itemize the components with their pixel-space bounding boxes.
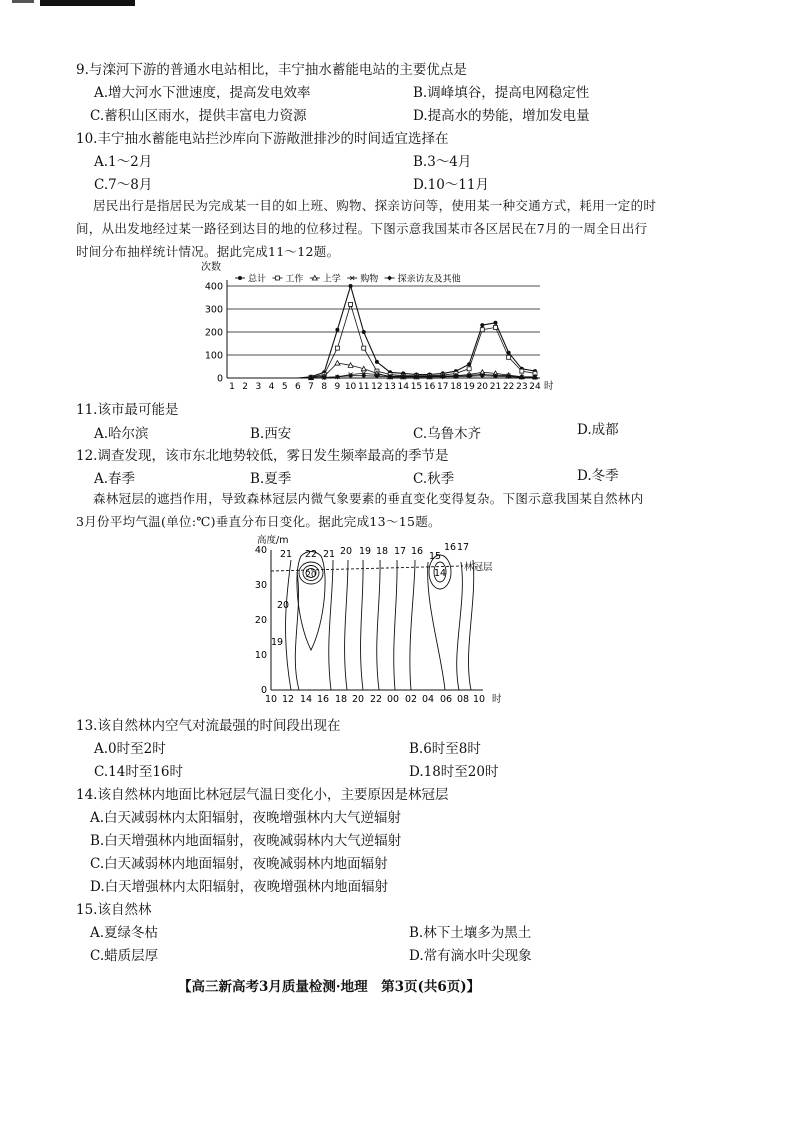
chart-marker xyxy=(349,284,353,288)
contour-xtick: 00 xyxy=(386,694,400,705)
q10-stem: 10.丰宁抽水蓄能电站拦沙库向下游敞泄排沙的时间适宜选择在 xyxy=(76,131,449,147)
q12-option-c: C.秋季 xyxy=(413,471,455,487)
chart-ytick: 400 xyxy=(204,281,223,293)
q13-option-c: C.14时至16时 xyxy=(94,764,183,780)
isotherm-16-line xyxy=(410,560,415,690)
isotherm-label: 20 xyxy=(276,600,290,611)
isotherm-17b-line xyxy=(468,560,473,690)
q9-option-b: B.调峰填谷，提高电网稳定性 xyxy=(413,85,590,101)
isotherm-21-line xyxy=(286,560,291,690)
contour-xtick: 20 xyxy=(351,694,365,705)
contour-xtick: 16 xyxy=(316,694,330,705)
isotherm-label: 21 xyxy=(279,549,293,560)
q14-option-a: A.白天减弱林内太阳辐射，夜晚增强林内大气逆辐射 xyxy=(90,810,402,826)
contour-xtick: 08 xyxy=(456,694,470,705)
contour-xtick: 12 xyxy=(281,694,295,705)
q11-option-b: B.西安 xyxy=(250,426,292,442)
chart-marker xyxy=(480,323,484,327)
chart-marker xyxy=(349,302,353,306)
chart-xtick: 14 xyxy=(397,382,409,392)
chart-xtick: 23 xyxy=(516,382,528,392)
chart-xtick: 21 xyxy=(489,382,502,392)
contour-ylabel: 高度/m xyxy=(257,535,289,546)
intro1-line3: 时间分布抽样统计情况。据此完成11～12题。 xyxy=(76,244,340,259)
q11-option-d: D.成都 xyxy=(577,422,619,438)
q15-stem: 15.该自然林 xyxy=(76,902,152,918)
legend-label: 上学 xyxy=(322,274,341,285)
chart-xtick: 9 xyxy=(334,382,341,392)
contour-xtick: 10 xyxy=(264,694,278,705)
chart-marker xyxy=(348,373,353,378)
q14-option-d: D.白天增强林内太阳辐射，夜晚增强林内地面辐射 xyxy=(90,879,389,895)
isotherm-18-line xyxy=(377,560,380,690)
q15-option-a: A.夏绿冬枯 xyxy=(90,925,159,941)
q10-option-a: A.1～2月 xyxy=(94,154,153,170)
isotherm-20b-line xyxy=(345,560,348,690)
q14-stem: 14.该自然林内地面比林冠层气温日变化小，主要原因是林冠层 xyxy=(76,787,449,803)
contour-xtick: 18 xyxy=(334,694,348,705)
isotherm-label: 22 xyxy=(304,549,318,560)
legend-label: 总计 xyxy=(248,274,267,285)
chart-xtick: 11 xyxy=(358,382,370,392)
isotherm-label: 16 xyxy=(410,546,424,557)
isotherm-label: 20 xyxy=(339,546,353,557)
contour-xtick: 04 xyxy=(421,694,435,705)
isotherm-label: 17 xyxy=(456,542,470,553)
chart-marker xyxy=(238,276,242,280)
chart-ytick: 200 xyxy=(204,327,223,339)
chart-marker xyxy=(507,355,511,359)
isotherm-19-line xyxy=(361,560,364,690)
chart-xtick: 1 xyxy=(229,382,235,392)
contour-ytick: 40 xyxy=(254,545,267,556)
q9-option-c: C.蓄积山区雨水，提供丰富电力资源 xyxy=(90,108,307,124)
chart-marker xyxy=(375,360,379,364)
isotherm-16b-line xyxy=(457,562,463,690)
q15-option-c: C.蜡质层厚 xyxy=(90,948,159,964)
chart-marker xyxy=(493,321,497,325)
chart-marker xyxy=(480,328,484,332)
chart-ytick: 100 xyxy=(204,350,223,362)
contour-ytick: 20 xyxy=(254,615,267,626)
chart-marker xyxy=(467,367,471,371)
q14-option-b: B.白天增强林内地面辐射，夜晚减弱林内大气逆辐射 xyxy=(90,833,402,849)
q15-option-d: D.常有滴水叶尖现象 xyxy=(409,948,532,964)
chart-marker xyxy=(362,346,366,350)
q13-option-d: D.18时至20时 xyxy=(409,764,499,780)
q11-option-c: C.乌鲁木齐 xyxy=(413,426,482,442)
q12-option-a: A.春季 xyxy=(94,471,136,487)
q11-stem: 11.该市最可能是 xyxy=(76,402,179,418)
isotherm-label: 16 xyxy=(443,542,457,553)
contour-xtick: 10 xyxy=(472,694,486,705)
contour-xtick: 06 xyxy=(439,694,453,705)
chart-xtick: 13 xyxy=(384,382,396,392)
contour-xtick: 02 xyxy=(404,694,418,705)
contour-xunit: 时 xyxy=(492,694,502,705)
q11-option-a: A.哈尔滨 xyxy=(94,426,149,442)
q12-option-d: D.冬季 xyxy=(577,468,619,484)
chart-marker xyxy=(362,330,366,334)
intro2-line1: 森林冠层的遮挡作用，导致森林冠层内微气象要素的垂直变化变得复杂。下图示意我国某自然林内 xyxy=(93,491,644,506)
isotherm-label: 20 xyxy=(305,570,317,579)
chart-marker xyxy=(275,276,279,280)
isotherm-17-line xyxy=(394,560,397,690)
legend-label: 购物 xyxy=(360,274,379,285)
legend-label: 工作 xyxy=(285,274,304,285)
q12-option-b: B.夏季 xyxy=(250,471,292,487)
contour-ytick: 30 xyxy=(254,580,267,591)
chart-xtick: 20 xyxy=(476,382,489,392)
q13-option-a: A.0时至2时 xyxy=(94,741,166,757)
intro2-line2: 3月份平均气温(单位:℃)垂直分布日变化。据此完成13～15题。 xyxy=(76,514,441,529)
isotherm-label: 19 xyxy=(270,637,284,648)
chart-marker xyxy=(493,325,497,329)
chart-xtick: 17 xyxy=(437,382,449,392)
q14-option-c: C.白天减弱林内地面辐射，夜晚减弱林内地面辐射 xyxy=(90,856,388,872)
chart-marker xyxy=(520,369,524,373)
q9-stem: 9.与滦河下游的普通水电站相比，丰宁抽水蓄能电站的主要优点是 xyxy=(76,62,467,78)
chart-xtick: 24 xyxy=(529,382,541,392)
isotherm-label: 15 xyxy=(428,551,442,562)
chart-xtick: 6 xyxy=(295,382,301,392)
contour-ytick: 10 xyxy=(254,650,267,661)
chart-xtick: 19 xyxy=(463,382,475,392)
q15-option-b: B.林下土壤多为黑土 xyxy=(409,925,532,941)
chart-xtick: 18 xyxy=(450,382,462,392)
chart-xtick: 2 xyxy=(242,382,249,392)
q13-option-b: B.6时至8时 xyxy=(409,741,481,757)
chart-marker xyxy=(335,361,340,366)
chart-xtick: 12 xyxy=(371,382,383,392)
chart-xtick: 7 xyxy=(308,382,314,392)
isotherm-label: 21 xyxy=(322,549,336,560)
chart-xlabel: 时 xyxy=(544,381,554,392)
isotherm-label: 14 xyxy=(433,568,447,579)
forest-temperature-isotherm-diagram xyxy=(245,532,520,710)
trip-time-line-chart xyxy=(195,258,560,398)
isotherm-label: 18 xyxy=(375,546,389,557)
chart-xtick: 16 xyxy=(423,382,436,392)
intro1-line2: 间，从出发地经过某一路径到达目的地的位移过程。下图示意我国某市各区居民在7月的一周全日出行 xyxy=(76,221,648,236)
page-footer: 【高三新高考3月质量检测·地理 第3页(共6页)】 xyxy=(178,979,481,995)
chart-xtick: 15 xyxy=(410,382,423,392)
legend-label: 探亲访友及其他 xyxy=(397,274,461,285)
chart-xtick: 8 xyxy=(321,382,328,392)
isotherm-line xyxy=(329,560,333,690)
isotherm-label: 17 xyxy=(393,546,407,557)
chart-xtick: 3 xyxy=(255,382,262,392)
chart-ytick: 0 xyxy=(216,373,223,385)
chart-xtick: 4 xyxy=(268,382,275,392)
contour-ytick: 0 xyxy=(260,685,267,696)
scan-mark xyxy=(40,0,135,6)
isotherm-label: 19 xyxy=(358,546,372,557)
intro1-line1: 居民出行是指居民为完成某一目的如上班、购物、探亲访问等，使用某一种交通方式，耗用一定的时 xyxy=(93,198,657,213)
chart-ylabel: 次数 xyxy=(201,262,221,273)
chart-xtick: 10 xyxy=(344,382,357,392)
q10-option-c: C.7～8月 xyxy=(94,177,153,193)
q12-stem: 12.调查发现，该市东北地势较低，雾日发生频率最高的季节是 xyxy=(76,448,449,464)
scan-mark xyxy=(12,0,34,3)
contour-xtick: 14 xyxy=(299,694,313,705)
chart-marker xyxy=(335,328,339,332)
canopy-label: 林冠层 xyxy=(464,562,493,573)
q10-option-b: B.3～4月 xyxy=(413,154,472,170)
chart-xtick: 22 xyxy=(502,382,515,392)
chart-ytick: 300 xyxy=(204,304,223,316)
q9-option-a: A.增大河水下泄速度，提高发电效率 xyxy=(94,85,311,101)
chart-marker xyxy=(387,276,392,281)
q13-stem: 13.该自然林内空气对流最强的时间段出现在 xyxy=(76,718,341,734)
q9-option-d: D.提高水的势能，增加发电量 xyxy=(413,108,590,124)
chart-xtick: 5 xyxy=(281,382,288,392)
contour-xtick: 22 xyxy=(369,694,383,705)
chart-marker xyxy=(335,346,339,350)
q10-option-d: D.10～11月 xyxy=(413,177,489,193)
